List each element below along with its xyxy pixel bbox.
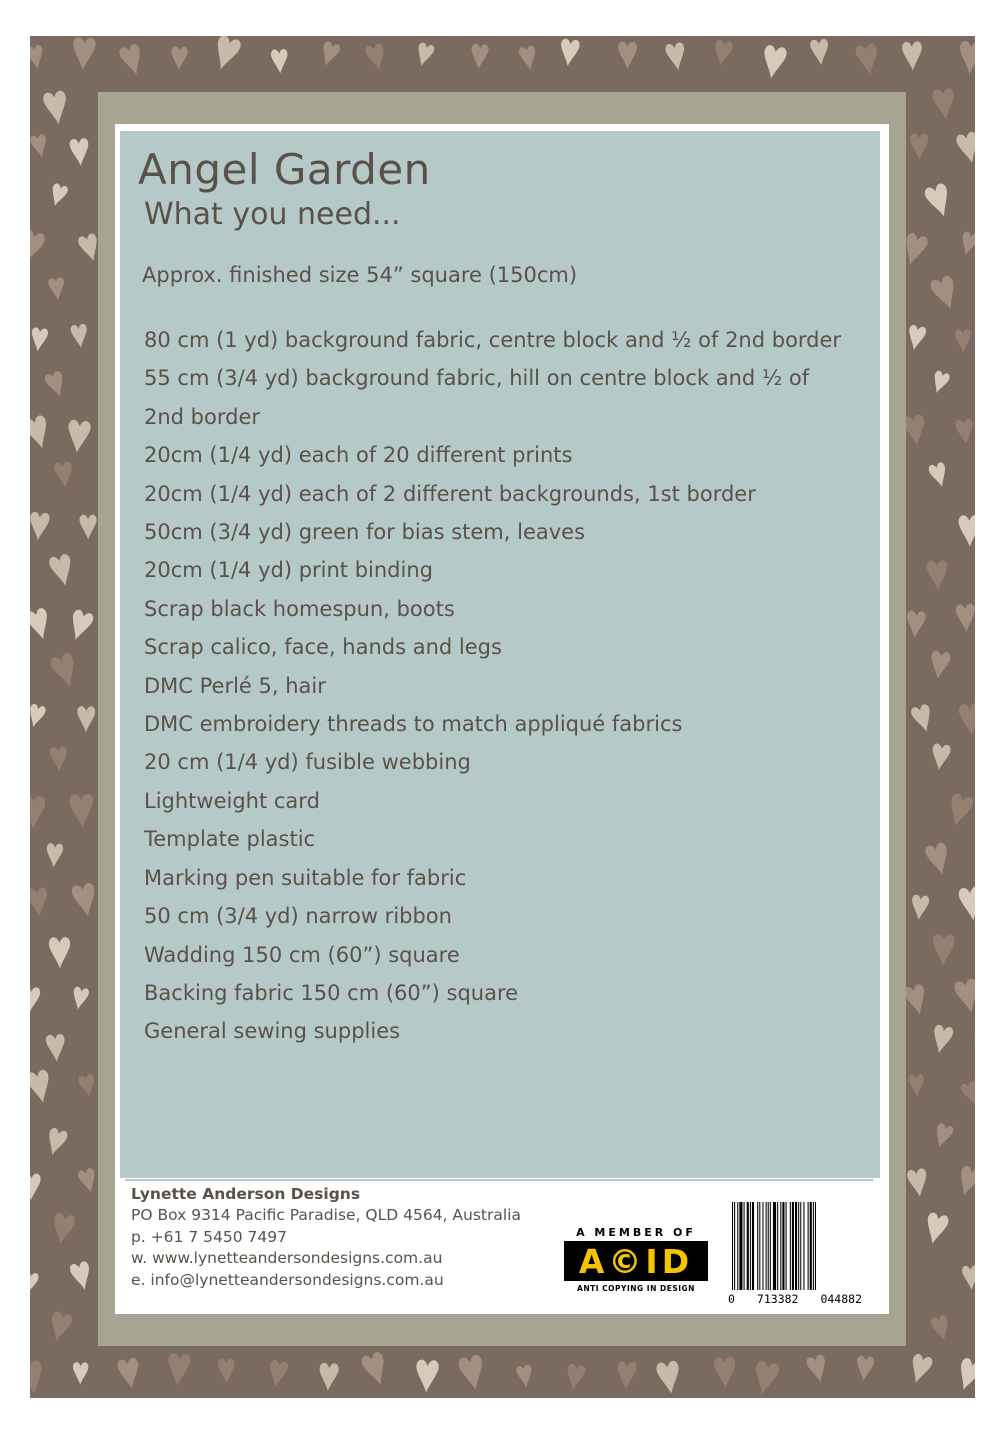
heart-icon (415, 1359, 439, 1393)
list-item: Marking pen suitable for fabric (144, 865, 467, 890)
list-item: Backing fabric 150 cm (60”) square (144, 980, 519, 1005)
heart-icon (906, 1353, 933, 1386)
heart-icon (49, 937, 71, 969)
heart-icon (928, 461, 950, 489)
acid-logo (561, 1226, 711, 1294)
list-item: Scrap calico, face, hands and legs (144, 635, 502, 660)
heart-icon (906, 324, 927, 351)
heart-icon (79, 515, 96, 540)
heart-icon (30, 327, 49, 353)
requirements-area (120, 131, 880, 1178)
heart-icon (30, 511, 50, 541)
heart-icon (930, 743, 951, 771)
heart-icon (54, 461, 75, 489)
list-item: 50 cm (3/4 yd) narrow ribbon (144, 904, 452, 929)
heart-icon (910, 133, 929, 160)
list-item: 20 cm (1/4 yd) fusible webbing (144, 750, 471, 775)
heart-icon (926, 560, 948, 591)
heart-icon (69, 1260, 94, 1292)
heart-icon (929, 370, 950, 396)
email-address: e. info@lynetteandersondesigns.com.au (131, 1270, 444, 1289)
finished-size: Approx. finished size 54” square (150cm) (142, 263, 578, 287)
heart-icon (30, 1360, 46, 1397)
heart-icon (30, 133, 50, 159)
heart-icon (908, 1074, 924, 1097)
website: w. www.lynetteandersondesigns.com.au (131, 1249, 443, 1268)
list-item: 50cm (3/4 yd) green for bias stem, leaves (144, 520, 586, 545)
heart-icon (71, 882, 99, 919)
heart-icon (953, 978, 975, 1015)
footer-divider (125, 1179, 873, 1181)
heart-icon (271, 49, 289, 74)
heart-icon (955, 604, 975, 633)
heart-icon (760, 44, 787, 80)
heart-icon (30, 796, 45, 830)
heart-icon (973, 1030, 975, 1064)
heart-icon (932, 934, 955, 966)
heart-icon (954, 1165, 975, 1199)
heart-icon (50, 1212, 76, 1246)
heart-icon (618, 42, 637, 69)
heart-icon (166, 1353, 190, 1387)
heart-icon (910, 894, 930, 921)
heart-icon (751, 1360, 781, 1398)
heart-icon (558, 38, 580, 67)
heart-icon (518, 45, 538, 71)
heart-icon (30, 607, 53, 642)
heart-icon (922, 1212, 950, 1247)
heart-icon (47, 182, 68, 208)
heart-icon (905, 610, 926, 639)
heart-icon (30, 414, 53, 451)
heart-icon (924, 841, 953, 877)
heart-icon (43, 1127, 68, 1158)
list-item: 20cm (1/4 yd) each of 2 different backgrounds, 1st border (144, 481, 756, 506)
heart-icon (928, 650, 951, 680)
heart-icon (955, 418, 975, 445)
heart-icon (44, 370, 69, 400)
heart-icon (516, 1364, 535, 1388)
list-item: General sewing supplies (144, 1019, 401, 1044)
heart-icon (360, 1351, 391, 1389)
heart-icon (66, 608, 95, 643)
heart-icon (30, 703, 47, 729)
heart-icon (958, 41, 975, 75)
barcode-right-digits: 044882 (820, 1292, 862, 1306)
barcode-left-digits: 713382 (756, 1292, 799, 1306)
heart-icon (910, 703, 936, 734)
heart-icon (902, 41, 923, 71)
heart-icon (72, 37, 96, 71)
heart-icon (855, 43, 881, 77)
heart-icon (955, 329, 972, 353)
heart-icon (45, 843, 63, 868)
content-panel (115, 124, 889, 1314)
heart-icon (48, 277, 66, 301)
barcode-number (728, 1292, 862, 1306)
list-item: DMC Perlé 5, hair (144, 673, 326, 698)
heart-icon (46, 1310, 73, 1343)
heart-icon (364, 43, 388, 73)
list-item: 80 cm (1 yd) background fabric, centre block and ½ of 2nd border (144, 328, 842, 352)
heart-icon (962, 1265, 975, 1290)
barcode-lead-digit: 0 (728, 1292, 735, 1306)
heart-icon (810, 38, 830, 66)
heart-icon (903, 983, 930, 1016)
heart-icon (923, 182, 955, 220)
requirements-list (144, 321, 841, 1051)
list-item: Lightweight card (144, 788, 320, 813)
heart-icon (960, 1080, 975, 1107)
heart-icon (77, 706, 95, 732)
heart-icon (457, 1354, 487, 1392)
acid-wordmark: A©ID (564, 1241, 708, 1281)
heart-icon (218, 1359, 235, 1384)
heart-icon (30, 1173, 41, 1200)
list-item: 2nd border (144, 404, 261, 429)
heart-icon (73, 1362, 89, 1385)
heart-icon (69, 138, 90, 167)
pattern-subtitle: What you need... (144, 197, 401, 232)
heart-icon (70, 986, 89, 1011)
heart-icon (953, 1357, 975, 1394)
heart-icon (974, 1307, 975, 1343)
heart-icon (806, 1354, 830, 1384)
heart-icon (118, 43, 146, 78)
heart-icon (210, 36, 242, 73)
heart-icon (958, 886, 975, 922)
heart-icon (266, 1359, 289, 1388)
barcode (728, 1200, 862, 1310)
heart-icon (616, 1361, 637, 1390)
acid-tagline: ANTI COPYING IN DESIGN (577, 1284, 695, 1293)
heart-icon (171, 46, 188, 71)
heart-icon (30, 1271, 39, 1296)
heart-icon (470, 44, 489, 70)
heart-icon (656, 1360, 683, 1395)
heart-icon (117, 1357, 143, 1390)
phone-number: p. +61 7 5450 7497 (131, 1227, 287, 1246)
list-item: Wadding 150 cm (60”) square (144, 942, 460, 967)
heart-icon (77, 1167, 99, 1194)
heart-icon (945, 792, 975, 829)
heart-icon (42, 90, 70, 126)
company-name: Lynette Anderson Designs (131, 1185, 361, 1203)
heart-icon (45, 1034, 66, 1063)
heart-icon (49, 652, 81, 691)
heart-icon (931, 1122, 954, 1150)
heart-icon (958, 231, 975, 257)
heart-icon (30, 228, 46, 266)
heart-icon (974, 366, 975, 403)
heart-icon (30, 887, 49, 917)
heart-icon (30, 986, 41, 1014)
heart-icon (78, 1074, 97, 1099)
heart-icon (932, 88, 957, 121)
heart-icon (974, 934, 975, 967)
heart-icon (903, 414, 928, 447)
list-item: 20cm (1/4 yd) each of 20 different prints (144, 443, 573, 468)
heart-icon (30, 44, 46, 70)
list-item: Template plastic (144, 827, 316, 852)
heart-icon (50, 746, 68, 772)
heart-icon (564, 1363, 586, 1391)
postal-address: PO Box 9314 Pacific Paradise, QLD 4564, Australia (131, 1206, 521, 1225)
list-item: 55 cm (3/4 yd) background fabric, hill on centre block and ½ of (144, 366, 810, 391)
heart-icon (665, 42, 688, 72)
acid-member-label: A MEMBER OF (576, 1226, 696, 1239)
heart-icon (929, 274, 961, 313)
heart-icon (712, 39, 734, 67)
heart-icon (906, 1168, 929, 1198)
heart-icon (955, 131, 975, 165)
heart-icon (48, 553, 76, 588)
contact-block (131, 1184, 521, 1291)
heart-icon (930, 1024, 955, 1055)
list-item: Scrap black homespun, boots (144, 596, 455, 621)
list-item: 20cm (1/4 yd) print binding (144, 558, 433, 583)
heart-icon (958, 515, 975, 547)
heart-icon (30, 1069, 54, 1105)
heart-icon (958, 703, 975, 737)
heart-icon (66, 419, 92, 454)
heart-icon (318, 40, 342, 68)
heart-icon (414, 42, 436, 69)
barcode-bars (728, 1200, 862, 1292)
heart-icon (714, 1357, 737, 1389)
heart-icon (318, 1363, 339, 1392)
heart-icon (69, 794, 94, 829)
pattern-title: Angel Garden (138, 145, 431, 194)
list-item: DMC embroidery threads to match appliqué fabrics (144, 712, 683, 737)
heart-icon (855, 1355, 875, 1382)
heart-icon (929, 1314, 952, 1343)
heart-icon (70, 324, 89, 349)
